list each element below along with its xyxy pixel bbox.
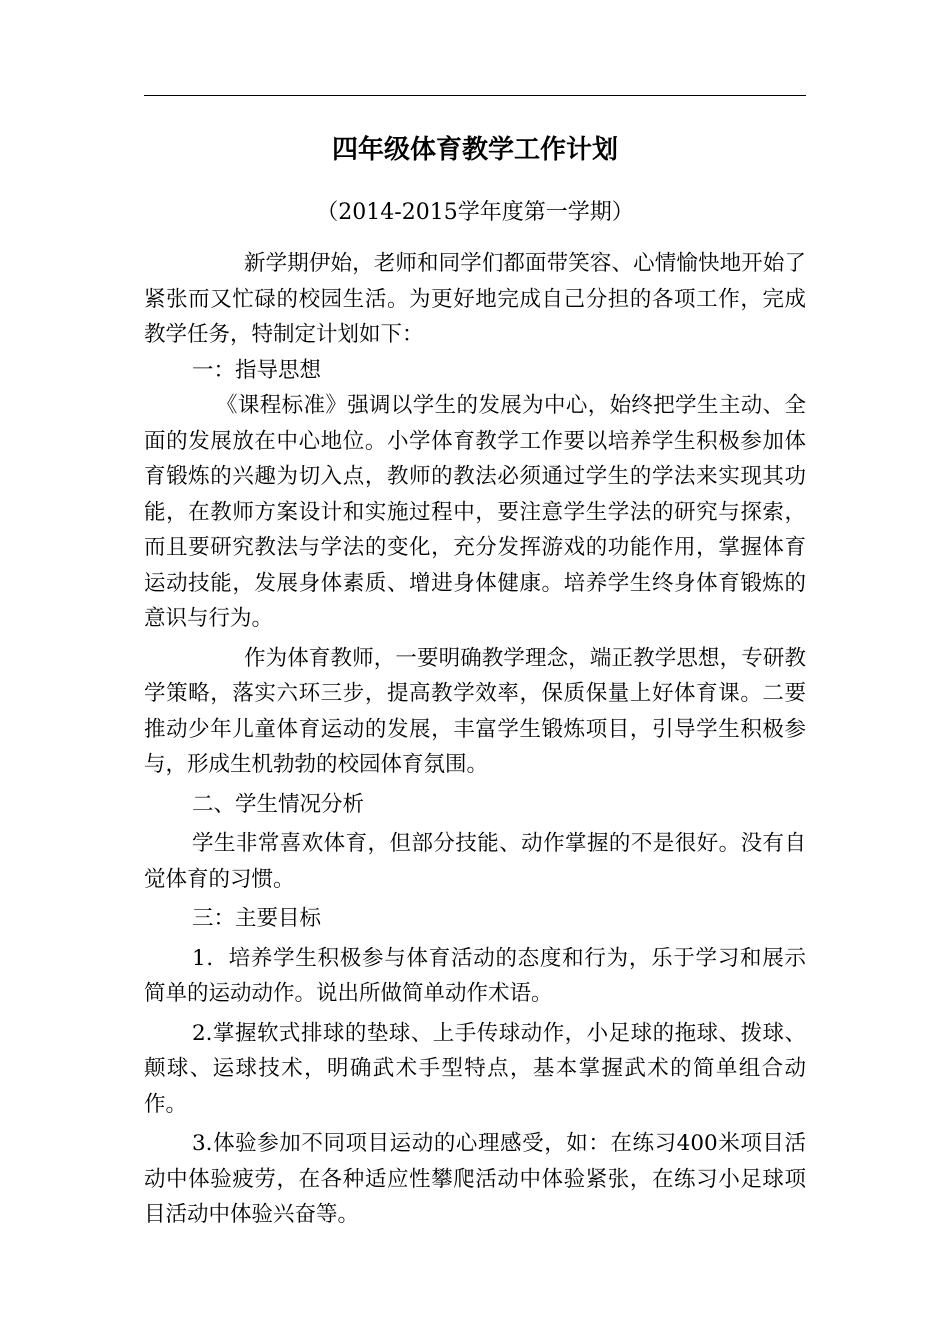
document-body <box>144 246 806 1233</box>
section-heading-main-goals: 三：主要目标 <box>192 906 322 931</box>
goal-item-2: 2.掌握软式排球的垫球、上手传球动作，小足球的拖球、拨球、颠球、运球技术，明确武术手型特点，基本掌握武术的简单组合动作。 <box>144 1020 806 1117</box>
document-subtitle: （2014-2015学年度第一学期） <box>316 200 634 225</box>
teacher-role-paragraph: 作为体育教师，一要明确教学理念，端正教学思想，专研教学策略，落实六环三步，提高教学效率，保质保量上好体育课。二要推动少年儿童体育运动的发展，丰富学生锻炼项目，引导学生积极参与，形成生机勃勃的校园体育氛围。 <box>144 645 806 777</box>
section-heading-guiding-ideology: 一：指导思想 <box>192 357 322 383</box>
document-title: 四年级体育教学工作计划 <box>331 135 618 165</box>
goal-item-1: 1．培养学生积极参与体育活动的态度和行为，乐于学习和展示简单的运动动作。说出所做简单动作术语。 <box>144 945 806 1006</box>
goal-item-3: 3.体验参加不同项目运动的心理感受，如：在练习400米项目活动中体验疲劳，在各种适应性攀爬活动中体验紧张，在练习小足球项目活动中体验兴奋等。 <box>144 1131 806 1227</box>
section-heading-student-analysis: 二、学生情况分析 <box>192 791 365 817</box>
header-rule <box>144 95 806 96</box>
student-analysis-paragraph: 学生非常喜欢体育，但部分技能、动作掌握的不是很好。没有自觉体育的习惯。 <box>144 831 806 892</box>
guiding-ideology-paragraph: 《课程标准》强调以学生的发展为中心，始终把学生主动、全面的发展放在中心地位。小学体育教学工作要以培养学生积极参加体育锻炼的兴趣为切入点，教师的教法必须通过学生的学法来实现其功能，在教师方案设计和实施过程中，要注意学生学法的研究与探索，而且要研究教法与学法的变化，充分发挥游戏的功能作用，掌握体育运动技能，发展身体素质、增进身体健康。培养学生终身体育锻炼的意识与行为。 <box>144 393 806 631</box>
intro-paragraph: 新学期伊始，老师和同学们都面带笑容、心情愉快地开始了紧张而又忙碌的校园生活。为更好地完成自己分担的各项工作，完成教学任务，特制定计划如下： <box>144 251 806 347</box>
